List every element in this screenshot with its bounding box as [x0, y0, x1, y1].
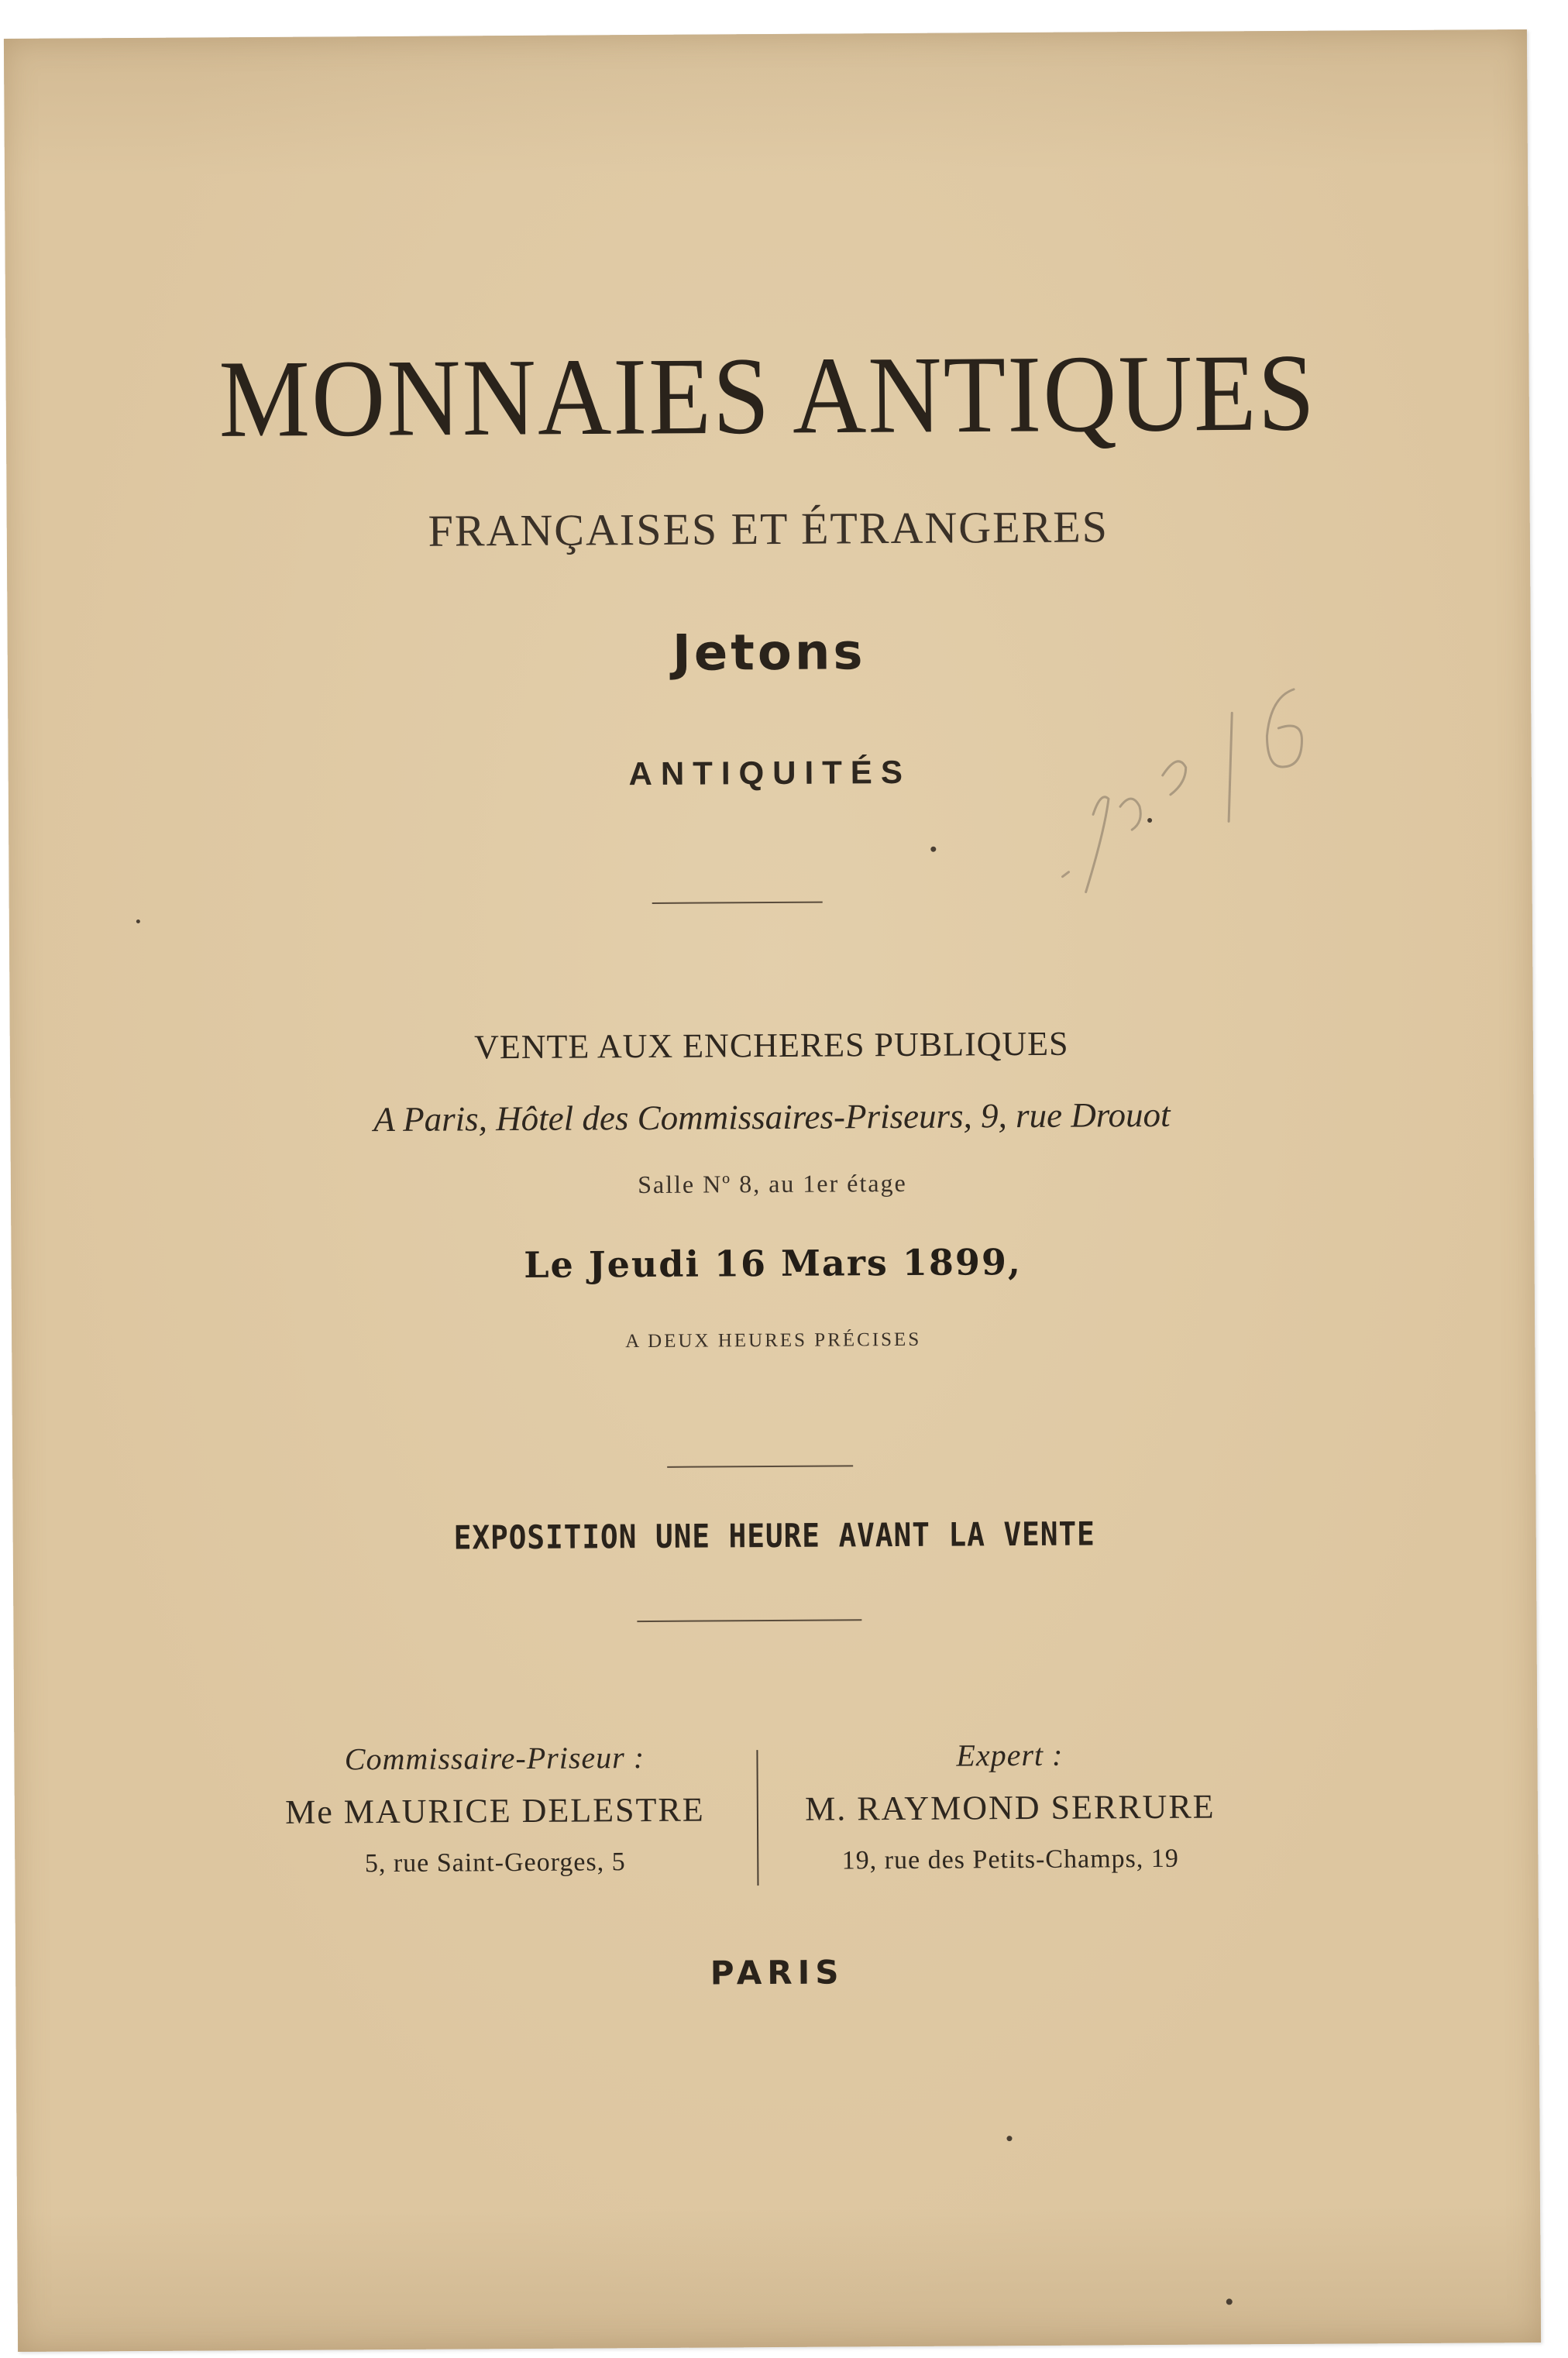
sale-heading: VENTE AUX ENCHERES PUBLIQUES: [473, 1024, 1069, 1067]
sale-time: A DEUX HEURES PRÉCISES: [625, 1329, 922, 1353]
divider-rule: [637, 1619, 861, 1622]
publication-city: PARIS: [710, 1953, 844, 1992]
jetons-heading: Jetons: [672, 624, 866, 682]
catalogue-subtitle: FRANÇAISES ET ÉTRANGERES: [428, 501, 1109, 556]
paper-speck: [136, 919, 140, 923]
catalogue-cover-page: [4, 29, 1541, 2352]
auctioneer-block: [223, 1738, 766, 1879]
divider-rule: [652, 902, 823, 904]
paper-speck: [1147, 818, 1152, 823]
divider-rule: [667, 1465, 853, 1467]
paper-speck: [1006, 2136, 1012, 2141]
sale-location: A Paris, Hôtel des Commissaires-Priseurs, 9, rue Drouot: [373, 1095, 1171, 1139]
expert-role: Expert :: [956, 1737, 1064, 1773]
exposition-notice: EXPOSITION UNE HEURE AVANT LA VENTE: [453, 1514, 1095, 1557]
catalogue-title: MONNAIES ANTIQUES: [218, 330, 1317, 461]
expert-block: [738, 1735, 1281, 1876]
auctioneer-name: Me MAURICE DELESTRE: [284, 1790, 705, 1831]
auctioneer-role: Commissaire-Priseur :: [344, 1740, 645, 1777]
paper-speck: [930, 847, 936, 852]
antiquites-heading: ANTIQUITÉS: [628, 753, 912, 792]
expert-name: M. RAYMOND SERRURE: [804, 1787, 1216, 1828]
sale-room: Salle Nº 8, au 1er étage: [638, 1168, 907, 1199]
sale-date: Le Jeudi 16 Mars 1899,: [524, 1241, 1023, 1286]
paper-speck: [1226, 2298, 1233, 2305]
pencil-annotation: [1046, 619, 1451, 947]
auctioneer-address: 5, rue Saint-Georges, 5: [364, 1848, 626, 1878]
expert-address: 19, rue des Petits-Champs, 19: [841, 1844, 1179, 1875]
